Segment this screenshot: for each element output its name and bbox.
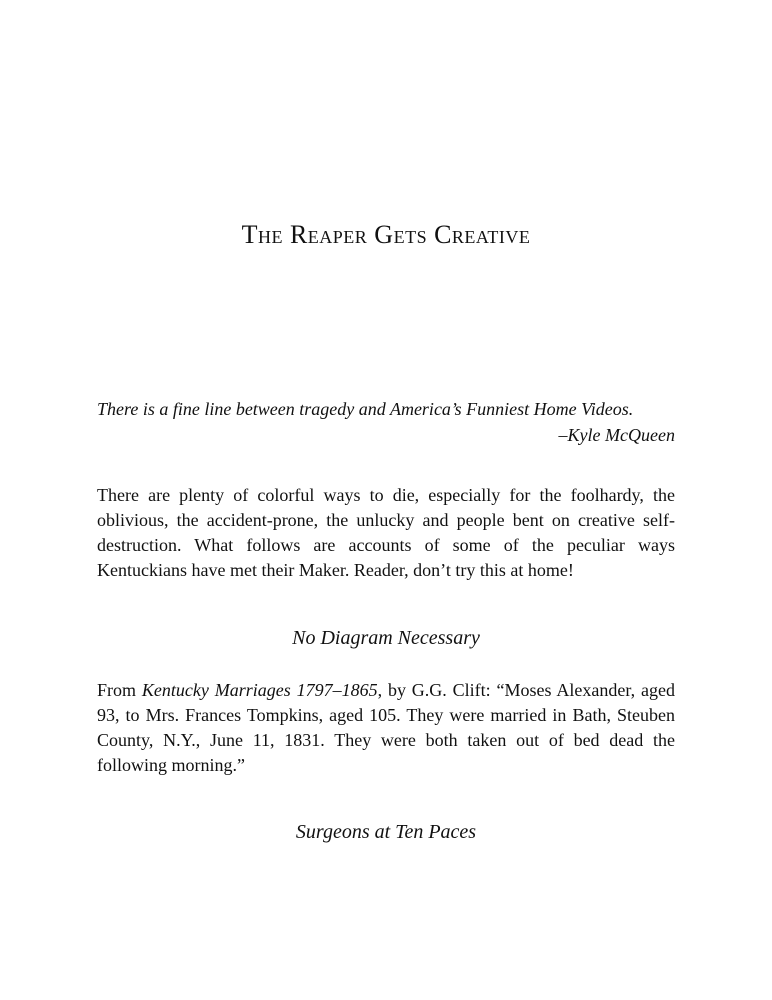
section-heading-no-diagram-necessary: No Diagram Necessary bbox=[292, 627, 480, 649]
epigraph-attribution: –Kyle McQueen bbox=[558, 425, 675, 445]
epigraph bbox=[97, 396, 675, 448]
story-paragraph bbox=[97, 678, 675, 778]
book-title: Kentucky Marriages 1797–1865 bbox=[141, 680, 378, 700]
story-body: , by G.G. Clift: “Moses Alexander, aged 93, to Mrs. Frances Tompkins, aged 105. They were married in Bath, Steuben County, N.Y., June 11, 1831. They were both taken out of bed dead the following morning.” bbox=[97, 680, 675, 775]
epigraph-quote: There is a fine line between tragedy and America’s Funniest Home Videos. bbox=[97, 399, 634, 419]
intro-paragraph: There are plenty of colorful ways to die, especially for the foolhardy, the oblivious, the accident-prone, the unlucky and people bent on creative self-destruction. What follows are accounts of some of the peculiar ways Kentuckians have met their Maker. Reader, don’t try this at home! bbox=[97, 485, 675, 580]
story-prefix: From bbox=[97, 680, 142, 700]
chapter-title: The Reaper Gets Creative bbox=[241, 220, 531, 249]
section-heading-surgeons-at-ten-paces: Surgeons at Ten Paces bbox=[295, 821, 477, 843]
